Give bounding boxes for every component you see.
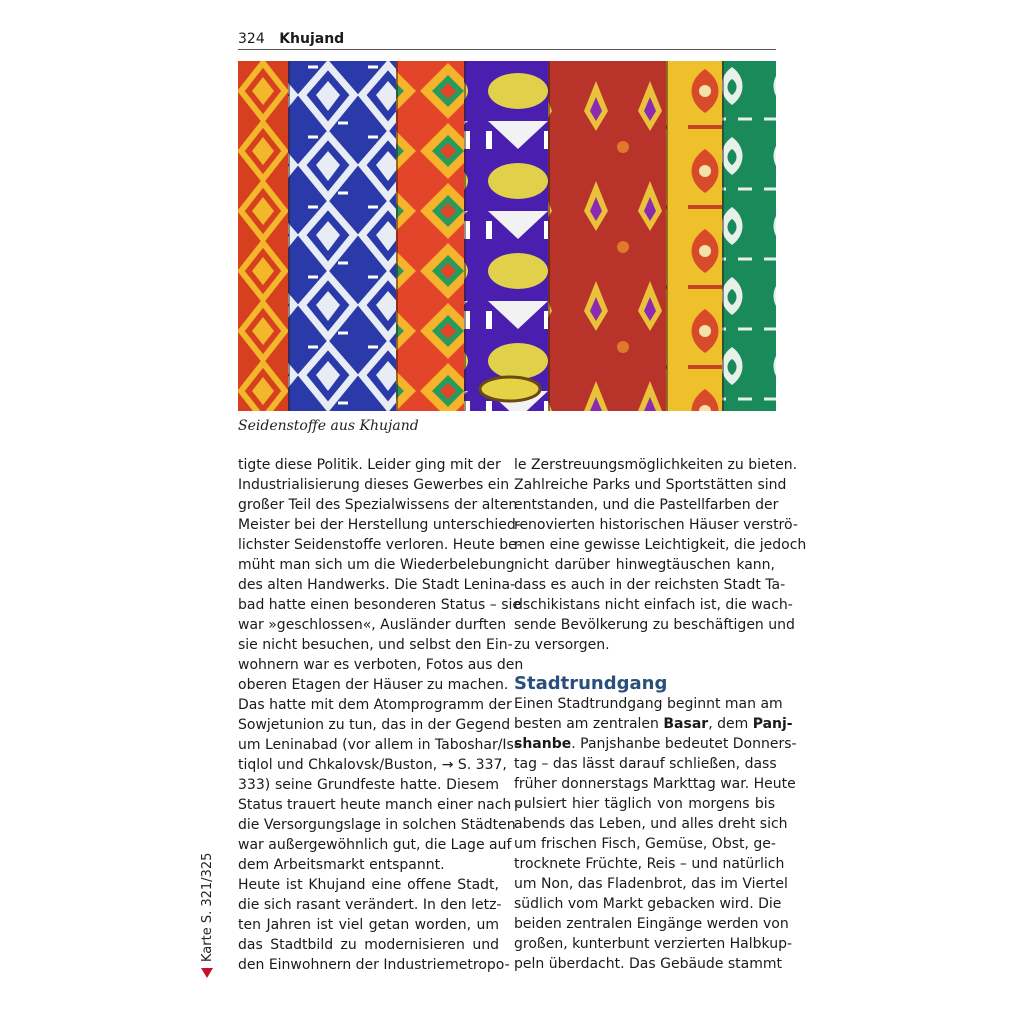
text-line: pulsiert hier täglich von morgens bis — [514, 796, 775, 812]
text-line: beiden zentralen Eingänge werden von — [514, 916, 789, 932]
text-line: dem Arbeitsmarkt entspannt. — [238, 857, 445, 873]
text-line: Einen Stadtrundgang beginnt man am — [514, 696, 783, 712]
text-line: zu versorgen. — [514, 637, 610, 653]
text-line: renovierten historischen Häuser verströ- — [514, 517, 798, 533]
text-line: sende Bevölkerung zu beschäftigen und — [514, 617, 795, 633]
text-line: Status trauert heute manch einer nach – — [238, 797, 523, 813]
text-line: Das hatte mit dem Atomprogramm der — [238, 697, 512, 713]
text-line: war außergewöhnlich gut, die Lage auf — [238, 837, 512, 853]
text-line: men eine gewisse Leichtigkeit, die jedoch — [514, 537, 807, 553]
text-line: dschikistans nicht einfach ist, die wach- — [514, 597, 793, 613]
text-line: trocknete Früchte, Reis – und natürlich — [514, 856, 785, 872]
text-line: ten Jahren ist viel getan worden, um — [238, 917, 499, 933]
text-line: lichster Seidenstoffe verloren. Heute be- — [238, 537, 522, 553]
section-heading: Stadtrundgang — [514, 673, 668, 694]
text-line: oberen Etagen der Häuser zu machen. — [238, 677, 509, 693]
text-line: bad hatte einen besonderen Status – sie — [238, 597, 522, 613]
text-line: war »geschlossen«, Ausländer durften — [238, 617, 507, 633]
panjshanbe-term: Panj- — [752, 716, 793, 732]
photo-caption: Seidenstoffe aus Khujand — [238, 418, 419, 434]
silk-fabrics-photo — [238, 61, 776, 411]
text-line: großen, kunterbunt verzierten Halbkup- — [514, 936, 793, 952]
text-line: peln überdacht. Das Gebäude stammt — [514, 956, 783, 972]
text-line: tag – das lässt darauf schließen, dass — [514, 756, 777, 772]
text-line: 333) seine Grundfeste hatte. Diesem — [238, 777, 499, 793]
page-number: 324 — [238, 31, 265, 47]
red-triangle-icon — [201, 968, 213, 978]
text-line: früher donnerstags Markttag war. Heute — [514, 776, 796, 792]
left-column — [238, 455, 524, 975]
text-line: müht man sich um die Wiederbelebung — [238, 557, 515, 573]
text-line: nicht darüber hinwegtäuschen kann, — [514, 557, 775, 573]
text-line: Industrialisierung dieses Gewerbes ein — [238, 477, 510, 493]
text-line: Sowjetunion zu tun, das in der Gegend — [238, 717, 511, 733]
text-line: das Stadtbild zu modernisieren und — [238, 937, 499, 953]
text-line: tiqlol und Chkalovsk/Buston, → S. 337, — [238, 757, 507, 773]
text-line: großer Teil des Spezialwissens der alten — [238, 497, 518, 513]
text-line: abends das Leben, und alles dreht sich — [514, 816, 788, 832]
text-line: den Einwohnern der Industriemetropo- — [238, 957, 510, 973]
text-line: südlich vom Markt gebacken wird. Die — [514, 896, 782, 912]
map-reference-marker — [197, 852, 217, 978]
map-reference-text: Karte S. 321/325 — [199, 852, 215, 962]
text-line: um Non, das Fladenbrot, das im Viertel — [514, 876, 788, 892]
text-line: entstanden, und die Pastellfarben der — [514, 497, 779, 513]
text-line: shanbe. Panjshanbe bedeutet Donners- — [514, 736, 797, 752]
text-line: um Leninabad (vor allem in Taboshar/Is- — [238, 737, 519, 753]
text-line: Zahlreiche Parks und Sportstätten sind — [514, 477, 787, 493]
basar-term: Basar — [663, 716, 709, 732]
text-line: um frischen Fisch, Gemüse, Obst, ge- — [514, 836, 776, 852]
running-header — [238, 29, 776, 50]
header-title: Khujand — [279, 31, 345, 47]
text-line: dass es auch in der reichsten Stadt Ta- — [514, 577, 786, 593]
text-line: tigte diese Politik. Leider ging mit der — [238, 457, 501, 473]
text-line: besten am zentralen Basar, dem Panj- — [514, 716, 793, 732]
text-line: le Zerstreuungsmöglichkeiten zu bieten. — [514, 457, 798, 473]
text-line: die Versorgungslage in solchen Städten — [238, 817, 516, 833]
text-line: des alten Handwerks. Die Stadt Lenina- — [238, 577, 516, 593]
text-line: Heute ist Khujand eine offene Stadt, — [238, 877, 499, 893]
text-line: die sich rasant verändert. In den letz- — [238, 897, 502, 913]
right-column — [514, 455, 807, 974]
text-line: sie nicht besuchen, und selbst den Ein- — [238, 637, 513, 653]
text-line: wohnern war es verboten, Fotos aus den — [238, 657, 524, 673]
text-line: Meister bei der Herstellung unterschied- — [238, 517, 521, 533]
